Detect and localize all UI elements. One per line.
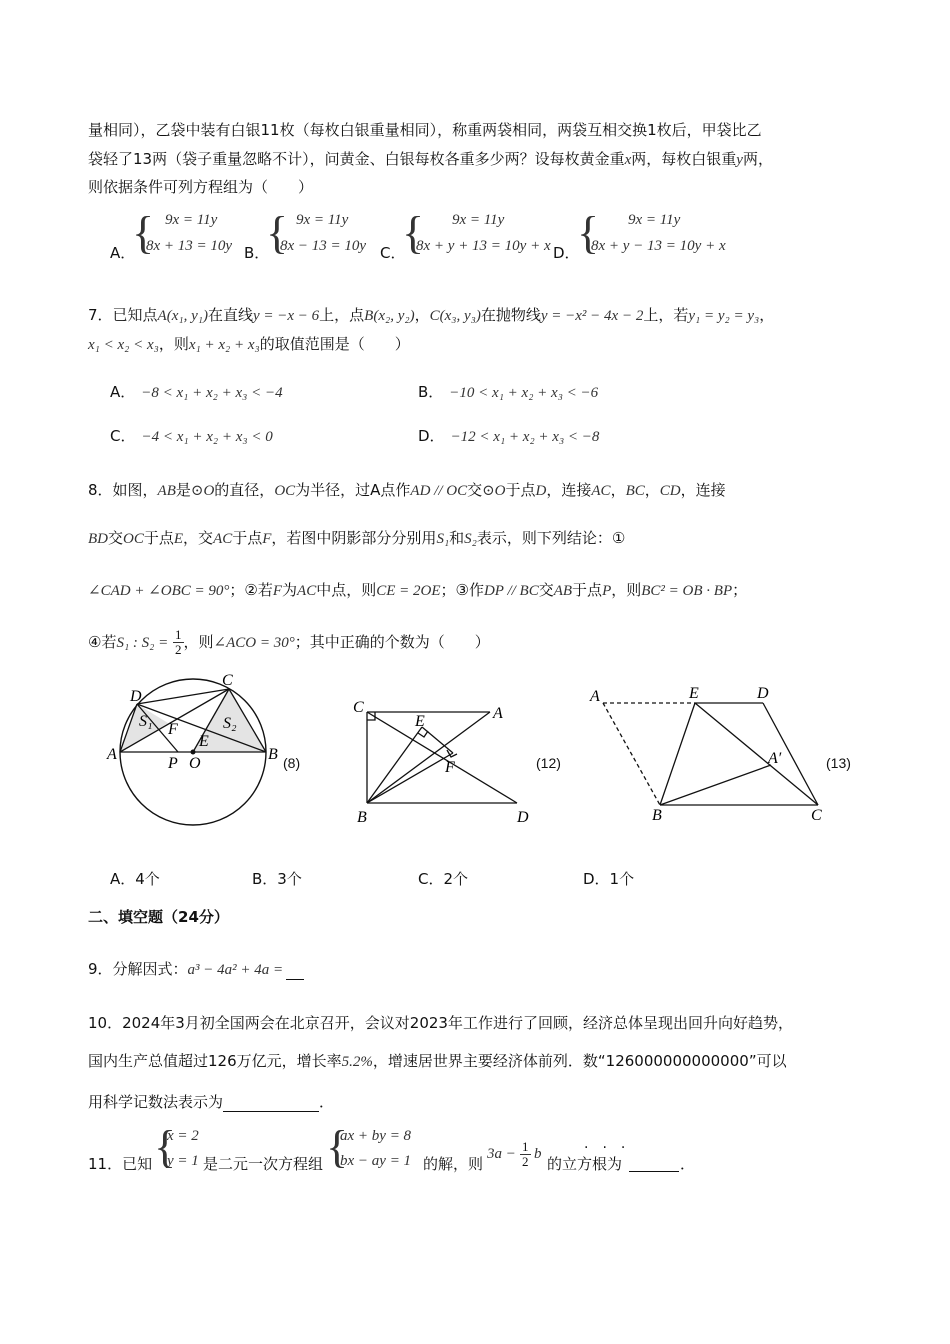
q7-option-a[interactable]: A． −8 < x₁ + x₂ + x₃ < −4 xyxy=(110,383,283,401)
text-run: 和 xyxy=(449,529,465,547)
fig12-label-a: A xyxy=(493,705,503,722)
math-expr: ∠CAD + ∠OBC = 90° xyxy=(88,583,230,599)
q6-line1: 量相同），乙袋中装有白银11枚（每枚白银重量相同），称重两袋相同，两袋互相交换1枚后，甲袋比乙 xyxy=(88,121,762,139)
text-run: 交 xyxy=(538,581,554,599)
fig8-label-s2: S₂ xyxy=(223,715,237,732)
fig8-tag: (8) xyxy=(283,755,301,771)
text-run: ；②若 xyxy=(229,581,273,599)
math-expr: BC² = OB · BP xyxy=(641,583,733,599)
q10-answer-blank[interactable] xyxy=(223,1091,319,1112)
math-expr: P xyxy=(602,583,612,599)
text-run: 于点 xyxy=(572,581,603,599)
math-expr: AC xyxy=(297,583,317,599)
fig8-label-c: C xyxy=(222,672,233,689)
q9-line: 9．分解因式：a³ − 4a² + 4a = xyxy=(88,959,304,980)
text-run: ，则 xyxy=(611,581,642,599)
math-expr: D xyxy=(535,483,547,499)
math-expr: BD xyxy=(88,531,108,547)
figure-8 xyxy=(105,668,315,833)
math-expr: AB xyxy=(553,583,573,599)
q8-option-c[interactable]: C．2个 xyxy=(418,870,469,888)
text-run: 交 xyxy=(467,481,483,499)
fig8-label-s1: S₁ xyxy=(139,713,153,730)
text-run: ， xyxy=(644,481,660,499)
q8-option-a[interactable]: A．4个 xyxy=(110,870,160,888)
figure-13 xyxy=(585,680,830,825)
math-expr: CD xyxy=(659,483,681,499)
fig13-label-a: A xyxy=(590,688,600,705)
text-run: 表示，则下列结论：① xyxy=(476,529,626,547)
text-run: ；③作 xyxy=(440,581,484,599)
fig13-label-b: B xyxy=(652,807,662,824)
fig12-label-c: C xyxy=(353,699,364,716)
fig8-label-d: D xyxy=(130,688,142,705)
fig12-label-e: E xyxy=(415,713,425,730)
q8-option-d[interactable]: D．1个 xyxy=(583,870,635,888)
math-expr: AC xyxy=(591,483,611,499)
math-expr: S₂ xyxy=(464,531,477,547)
math-expr: AC xyxy=(213,531,233,547)
q7-option-c[interactable]: C． −4 < x₁ + x₂ + x₃ < 0 xyxy=(110,427,273,445)
figure-12 xyxy=(345,690,535,830)
q7-option-b[interactable]: B． −10 < x₁ + x₂ + x₃ < −6 xyxy=(418,383,599,401)
fig8-label-a: A xyxy=(107,746,117,763)
math-expr: S₁ xyxy=(436,531,450,547)
text-run: 中点，则 xyxy=(316,581,377,599)
q11-fraction-one-half: $\frac{1}{2}$ xyxy=(522,1139,529,1169)
q6-line3: 则依据条件可列方程组为（ ） xyxy=(88,178,314,196)
text-run: 于点 xyxy=(143,529,174,547)
math-expr: AD // OC xyxy=(410,483,468,499)
text-run: 8．如图， xyxy=(88,481,158,499)
q7-line2: x₁ < x₂ < x₃，则x₁ + x₂ + x₃的取值范围是（ ） xyxy=(88,335,410,353)
fig13-tag: (13) xyxy=(826,755,851,771)
text-run: ，若图中阴影部分分别用 xyxy=(271,529,437,547)
math-expr: BC xyxy=(625,483,645,499)
fig13-label-d: D xyxy=(757,685,769,702)
text-run: ， xyxy=(610,481,626,499)
math-expr: DP // BC xyxy=(483,583,539,599)
text-run: 的直径， xyxy=(214,481,275,499)
text-run: ，连接 xyxy=(546,481,592,499)
text-run: 为半径，过A点作 xyxy=(295,481,411,499)
q8-line4: ④若S₁ : S₂ = $\frac{1}{2}$ ，则∠ACO = 30°；其中正确的个数为（ ） xyxy=(88,627,490,657)
fig8-label-f: F xyxy=(168,721,178,738)
fig12-tag: (12) xyxy=(536,755,561,771)
q7-line1: 7．已知点A(x₁, y₁)在直线y = −x − 6上，点B(x₂, y₂)，C(x₃, y₃)在抛物线y = −x² − 4x − 2上，若y₁ = y₂ = y₃， xyxy=(88,306,775,324)
text-run: 是 xyxy=(175,481,191,499)
math-expr: OC xyxy=(123,531,144,547)
fig13-label-c: C xyxy=(811,807,822,824)
fig13-label-a-prime: A′ xyxy=(768,750,782,767)
emphasis-dots: ··· xyxy=(584,1140,640,1156)
q6-line2: 袋轻了13两（袋子重量忽略不计），问黄金、白银每枚各重多少两？设每枚黄金重x两，每枚白银重y两， xyxy=(88,150,773,168)
math-expr: ⊙O xyxy=(482,483,506,499)
q10-line2: 国内生产总值超过126万亿元，增长率5.2%，增速居世界主要经济体前列．数“126000000000000”可以 xyxy=(88,1052,787,1070)
math-expr: F xyxy=(272,583,283,599)
q10-line1: 10．2024年3月初全国两会在北京召开，会议对2023年工作进行了回顾，经济总体呈现出回升向好趋势， xyxy=(88,1014,793,1032)
math-expr: E xyxy=(173,531,184,547)
section-heading-fill-in: 二、填空题（24分） xyxy=(88,908,229,926)
math-expr: F xyxy=(262,531,272,547)
q10-line3: 用科学记数法表示为 ． xyxy=(88,1093,335,1111)
fig8-label-e: E xyxy=(199,733,209,750)
text-run: 交 xyxy=(108,529,124,547)
fig8-label-b: B xyxy=(268,746,278,763)
q11-answer-blank[interactable] xyxy=(629,1153,679,1172)
fig12-label-d: D xyxy=(517,809,529,826)
q7-option-d[interactable]: D． −12 < x₁ + x₂ + x₃ < −8 xyxy=(418,427,600,445)
q8-line2 xyxy=(88,528,625,549)
fig13-label-e: E xyxy=(689,685,699,702)
fig8-label-o: O xyxy=(189,755,201,772)
text-run: ，连接 xyxy=(680,481,726,499)
fig8-label-p: P xyxy=(168,755,178,772)
text-run: 于点 xyxy=(232,529,263,547)
text-run: 于点 xyxy=(505,481,536,499)
math-expr: OC xyxy=(274,483,296,499)
fig12-label-b: B xyxy=(357,809,367,826)
q8-line1 xyxy=(88,480,726,501)
q8-line3 xyxy=(88,580,747,601)
text-run: ，交 xyxy=(183,529,214,547)
math-expr: CE = 2OE xyxy=(376,583,441,599)
math-expr: AB xyxy=(157,483,176,499)
fig12-label-f: F xyxy=(445,759,455,776)
text-run: ； xyxy=(732,581,748,599)
q9-answer-blank[interactable] xyxy=(286,959,304,980)
q8-option-b[interactable]: B．3个 xyxy=(252,870,302,888)
fraction-one-half: $\frac{1}{2}$ xyxy=(175,627,182,657)
math-expr: ⊙O xyxy=(190,483,215,499)
text-run: 为 xyxy=(282,581,298,599)
